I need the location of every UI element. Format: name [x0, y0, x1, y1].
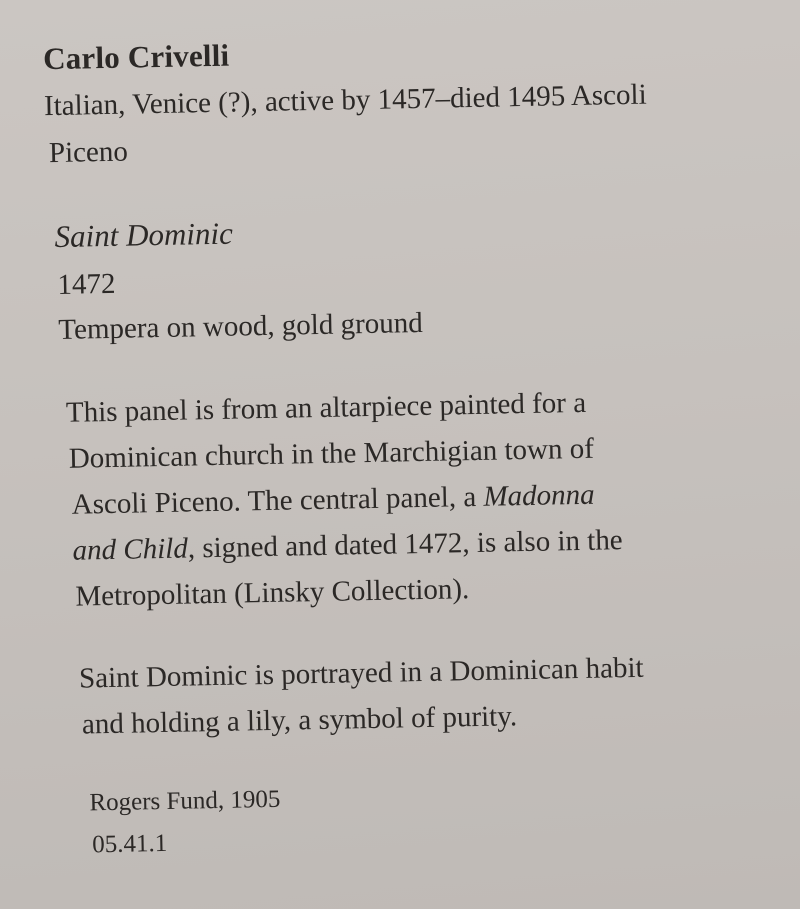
- artist-info-line-1: Italian, Venice (?), active by 1457–died 1495 Ascoli: [43, 78, 647, 123]
- description-line-2: Dominican church in the Marchigian town of: [68, 432, 595, 475]
- description-line-4-italic: and Child: [72, 532, 189, 567]
- description-line-1: This panel is from an altarpiece painted for a: [65, 386, 587, 429]
- description-line-5: Metropolitan (Linsky Collection).: [75, 573, 470, 613]
- artist-info-line-2: Piceno: [48, 135, 129, 170]
- paragraph-2-line-2: and holding a lily, a symbol of purity.: [81, 700, 518, 741]
- artwork-medium: Tempera on wood, gold ground: [58, 306, 424, 346]
- artwork-date: 1472: [57, 267, 116, 301]
- artist-name: Carlo Crivelli: [42, 37, 230, 77]
- description-line-4: [72, 526, 623, 566]
- description-line-3: [71, 478, 595, 521]
- credit-line: Rogers Fund, 1905: [89, 785, 281, 817]
- description-line-3-text: Ascoli Piceno. The central panel, a: [71, 480, 484, 521]
- description-line-4-text: , signed and dated 1472, is also in the: [187, 524, 623, 565]
- accession-number: 05.41.1: [91, 829, 168, 859]
- paragraph-2-line-1: Saint Dominic is portrayed in a Dominican habit: [78, 651, 644, 695]
- artwork-title: Saint Dominic: [54, 215, 234, 254]
- description-line-3-italic: Madonna: [483, 478, 595, 513]
